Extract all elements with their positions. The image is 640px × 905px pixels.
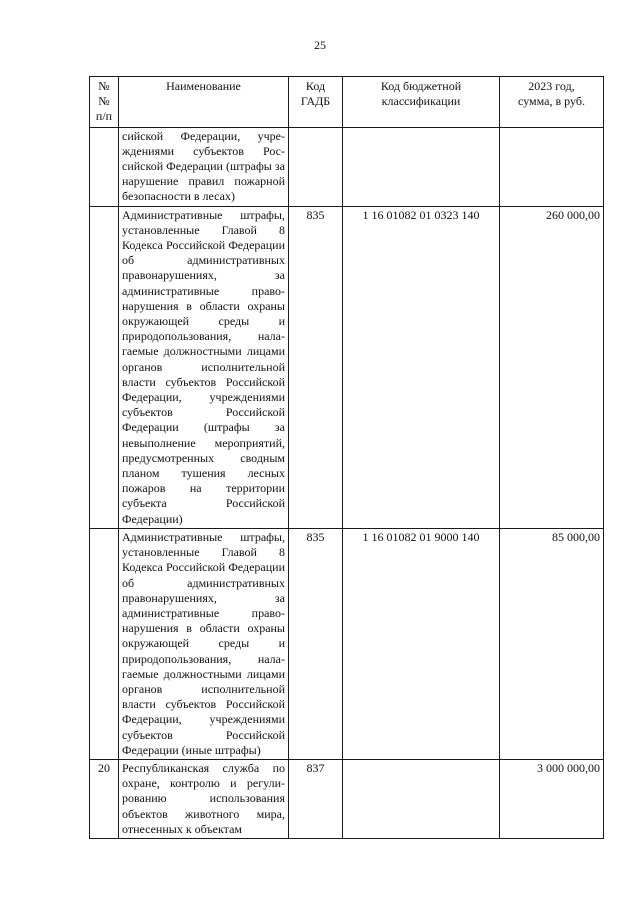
row-name: Административные штрафы, установленные Главой 8 Кодекса Российской Федерации об административных правонарушениях, за административные правонарушения в области охраны окружающей среды и природопользования, налагаемые должностными лицами органов исполнительной власти субъектов Российской Федерации, учреждениями субъектов Российской Федерации (иные штрафы) — [119, 528, 289, 759]
header-budget-classification-line1: Код бюджетной — [380, 79, 462, 93]
header-sum-2023-line2: сумма, в руб. — [518, 94, 585, 109]
header-name-label: Наименование — [166, 79, 241, 93]
row-gadb-code: 835 — [289, 206, 343, 528]
row-name: Административные штрафы, установленные Главой 8 Кодекса Российской Федерации об административных правонарушениях, за административные правонарушения в области охраны окружающей среды и природопользования, налагаемые должностными лицами органов исполнительной власти субъектов Российской Федерации, учреждениями субъектов Российской Федерации (штрафы за невыполнение мероприятий, предусмотренных сводным планом тушения лесных пожаров на территории субъекта Российской Федерации) — [119, 206, 289, 528]
header-number-line2: п/п — [95, 109, 113, 124]
row-name: сийской Федерации, учреждениями субъектов Российской Федерации (штрафы за нарушение правил пожарной безопасности в лесах) — [119, 127, 289, 206]
header-number-line1: №№ — [98, 79, 110, 109]
table-header-row — [90, 77, 604, 128]
header-gadb-code-line1: Код — [305, 79, 326, 93]
table-row — [90, 759, 604, 838]
row-gadb-code — [289, 127, 343, 206]
row-number — [90, 528, 119, 759]
header-name — [119, 77, 289, 128]
table-row — [90, 206, 604, 528]
row-sum — [500, 127, 604, 206]
header-budget-classification-line2: классификации — [381, 94, 461, 109]
header-sum-2023 — [500, 77, 604, 128]
page-number: 25 — [314, 38, 326, 52]
row-gadb-code: 837 — [289, 759, 343, 838]
row-number — [90, 206, 119, 528]
header-number — [90, 77, 119, 128]
table-row — [90, 127, 604, 206]
header-gadb-code — [289, 77, 343, 128]
table-row — [90, 528, 604, 759]
row-sum: 85 000,00 — [500, 528, 604, 759]
row-budget-classification: 1 16 01082 01 0323 140 — [343, 206, 500, 528]
row-sum: 3 000 000,00 — [500, 759, 604, 838]
row-budget-classification: 1 16 01082 01 9000 140 — [343, 528, 500, 759]
row-number — [90, 127, 119, 206]
header-gadb-code-line2: ГАДБ — [300, 94, 331, 109]
budget-table — [89, 76, 604, 839]
row-budget-classification — [343, 759, 500, 838]
row-gadb-code: 835 — [289, 528, 343, 759]
row-name: Республиканская служба по охране, контролю и регулированию использования объектов животного мира, отнесенных к объектам — [119, 759, 289, 838]
row-number: 20 — [90, 759, 119, 838]
header-budget-classification — [343, 77, 500, 128]
header-sum-2023-line1: 2023 год, — [528, 79, 575, 93]
row-budget-classification — [343, 127, 500, 206]
row-sum: 260 000,00 — [500, 206, 604, 528]
